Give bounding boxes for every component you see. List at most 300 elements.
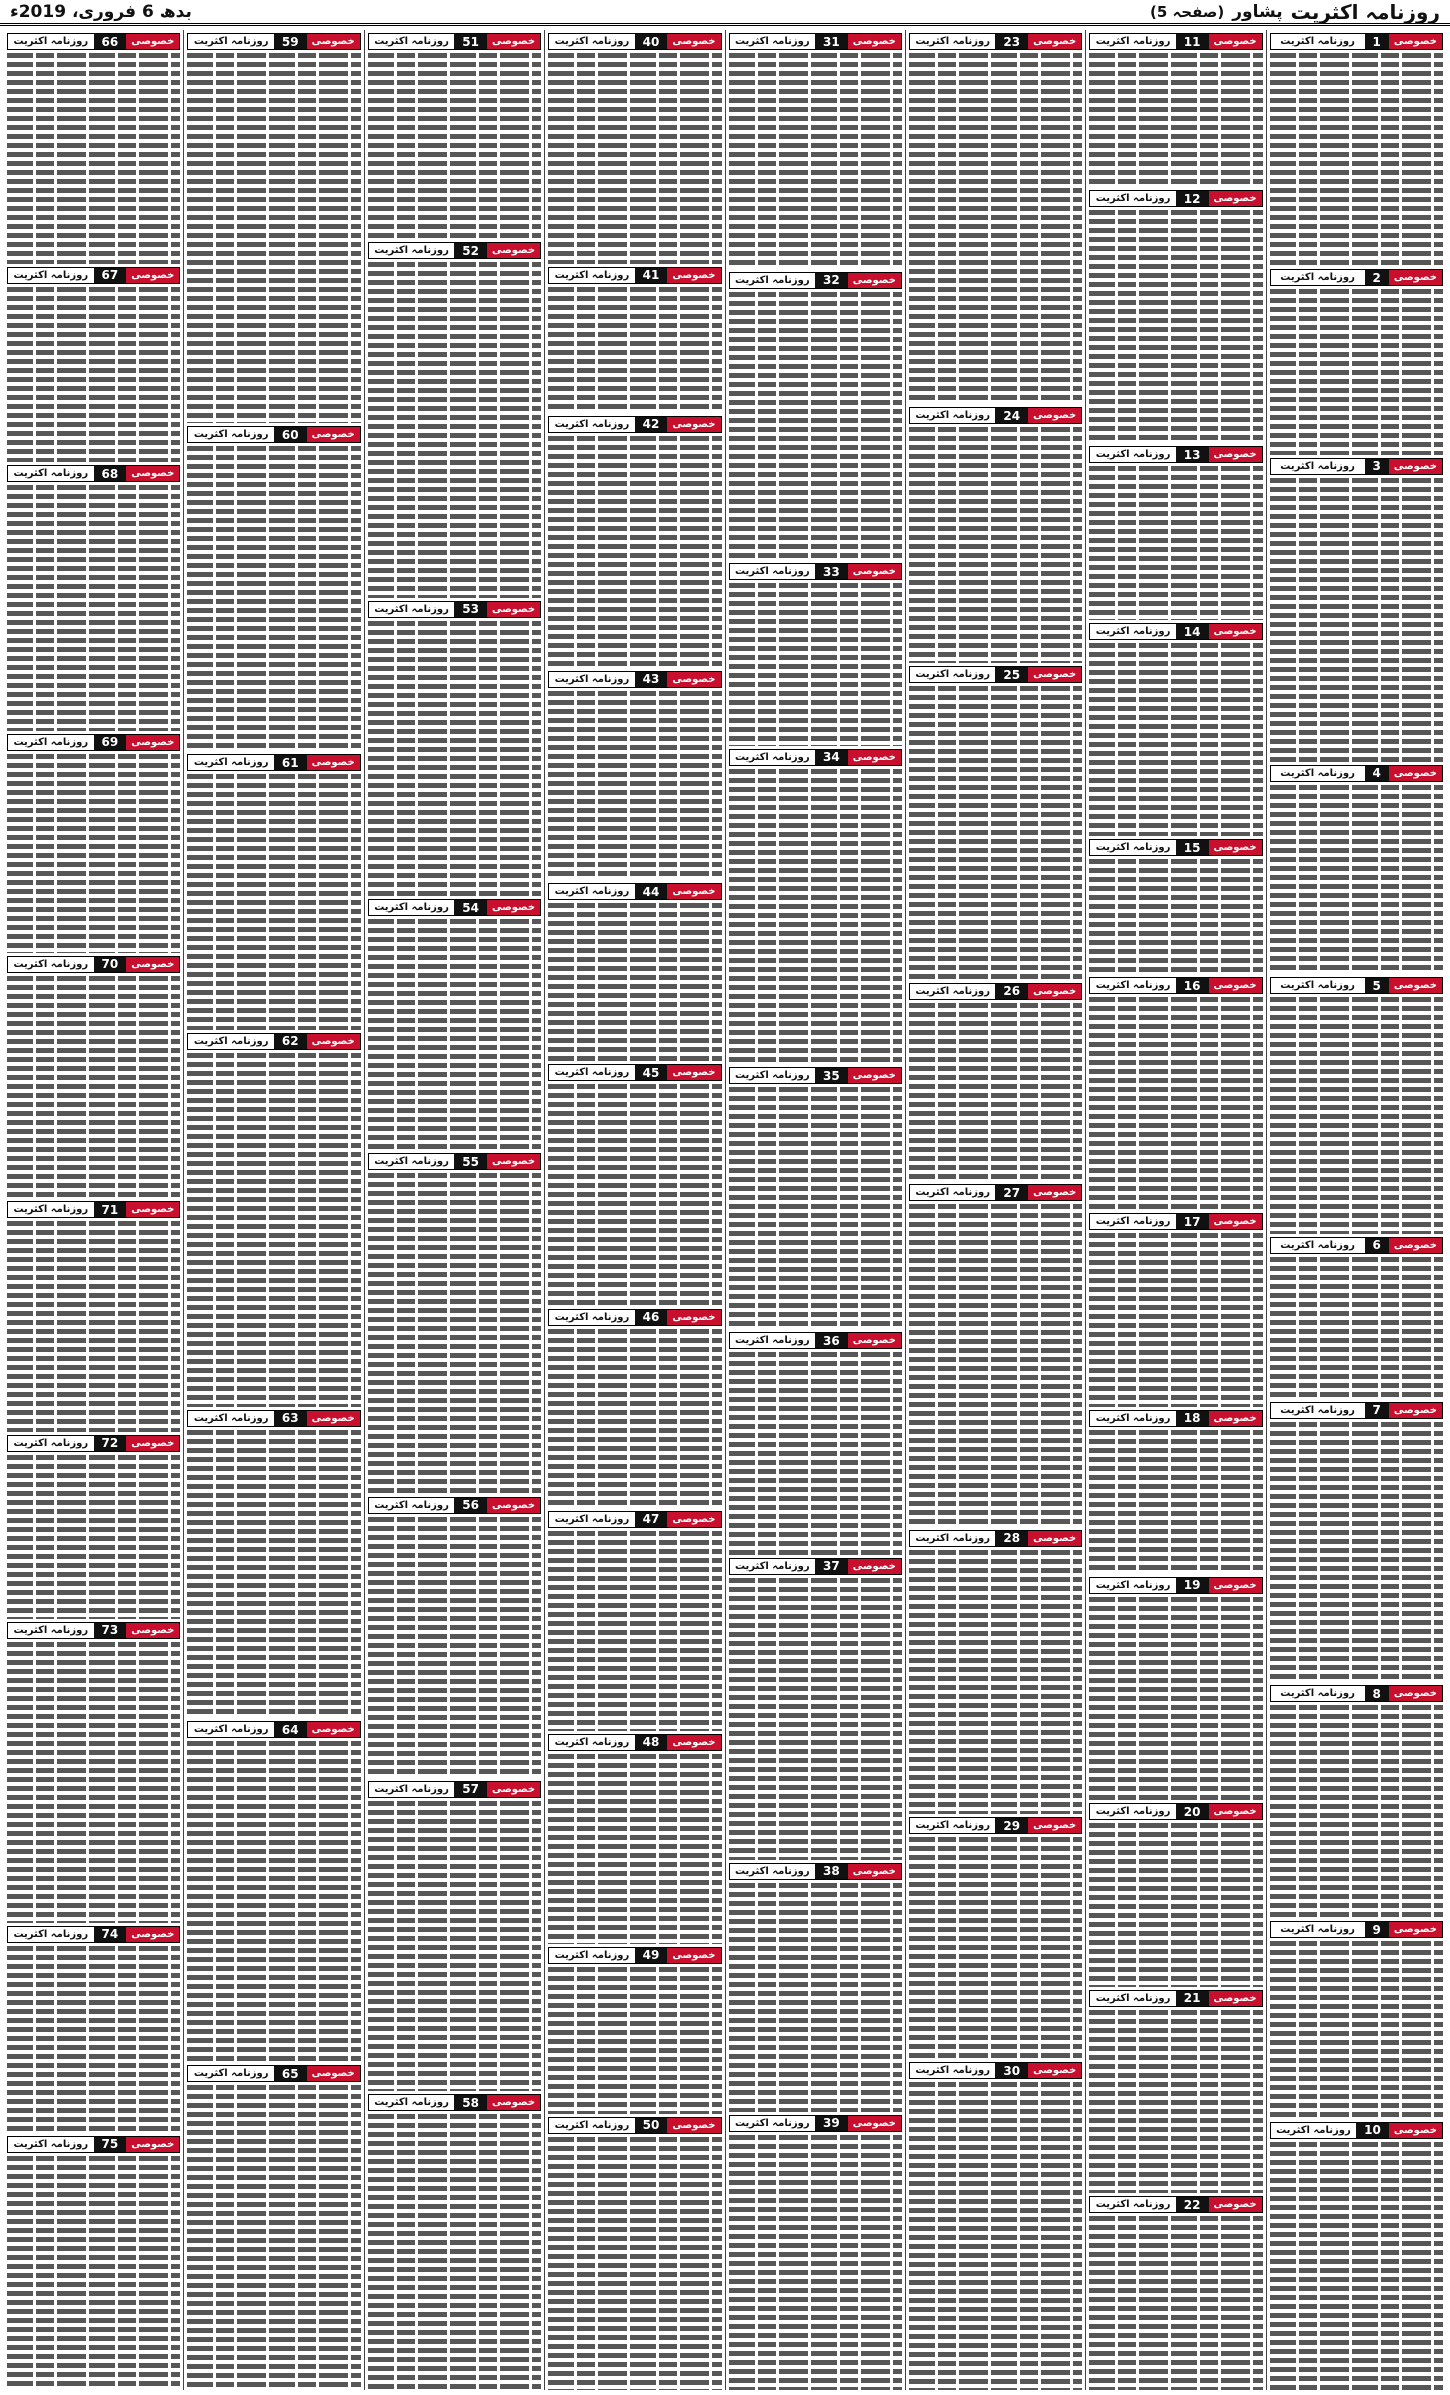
- news-item-number: 13: [1176, 447, 1209, 462]
- exclusive-label: خصوصی: [667, 884, 720, 899]
- news-item: [909, 30, 1082, 404]
- news-item: [729, 1555, 902, 1860]
- news-item-number: 60: [274, 427, 307, 442]
- news-body-text: [1089, 2010, 1262, 2194]
- news-item-number: 68: [94, 466, 127, 481]
- exclusive-label: خصوصی: [1028, 408, 1081, 423]
- paper-label: روزنامہ اکثریت: [8, 466, 94, 481]
- news-item-number: 10: [1356, 2123, 1389, 2138]
- exclusive-label: خصوصی: [487, 1782, 540, 1797]
- news-body-text: [1270, 1941, 1443, 2119]
- news-column: [544, 30, 724, 2390]
- paper-label: روزنامہ اکثریت: [188, 1034, 274, 1049]
- paper-label: روزنامہ اکثریت: [549, 1735, 635, 1750]
- news-item: [1089, 620, 1262, 836]
- exclusive-label: خصوصی: [1209, 624, 1262, 639]
- news-item-number: 58: [454, 2095, 487, 2110]
- news-item-number: 46: [635, 1310, 668, 1325]
- exclusive-label: خصوصی: [1209, 840, 1262, 855]
- news-item-number: 74: [94, 1927, 127, 1942]
- exclusive-label: خصوصی: [1209, 978, 1262, 993]
- news-item-tag: [548, 2117, 721, 2134]
- news-item: [368, 30, 541, 239]
- news-item: [368, 1494, 541, 1778]
- news-body-text: [548, 1329, 721, 1508]
- news-item: [1089, 30, 1262, 187]
- news-body-text: [548, 1754, 721, 1944]
- paper-label: روزنامہ اکثریت: [1090, 2197, 1176, 2212]
- news-item-number: 51: [454, 34, 487, 49]
- exclusive-label: خصوصی: [848, 34, 901, 49]
- paper-label: روزنامہ اکثریت: [549, 268, 635, 283]
- news-item-tag: [909, 1530, 1082, 1547]
- news-item: [187, 1030, 360, 1407]
- news-item-tag: [1270, 458, 1443, 475]
- news-item: [909, 1181, 1082, 1526]
- news-item-tag: [548, 267, 721, 284]
- exclusive-label: خصوصی: [667, 672, 720, 687]
- news-item: [187, 1718, 360, 2062]
- news-item: [7, 1619, 180, 1923]
- news-item-tag: [1089, 839, 1262, 856]
- news-item-tag: [368, 33, 541, 50]
- news-item: [1089, 443, 1262, 620]
- exclusive-label: خصوصی: [307, 1722, 360, 1737]
- news-item: [7, 1432, 180, 1619]
- news-body-text: [729, 1352, 902, 1554]
- news-item: [548, 1731, 721, 1944]
- news-body-text: [368, 262, 541, 597]
- news-item-number: 75: [94, 2137, 127, 2152]
- exclusive-label: خصوصی: [1389, 978, 1442, 993]
- paper-label: روزنامہ اکثریت: [8, 735, 94, 750]
- news-body-text: [1089, 997, 1262, 1210]
- news-item: [729, 746, 902, 1064]
- news-item-number: 24: [995, 408, 1028, 423]
- news-body-text: [909, 2082, 1082, 2390]
- paper-label: روزنامہ اکثریت: [8, 1927, 94, 1942]
- paper-label: روزنامہ اکثریت: [8, 1436, 94, 1451]
- paper-label: روزنامہ اکثریت: [188, 1411, 274, 1426]
- news-item: [1089, 1800, 1262, 1987]
- news-body-text: [548, 903, 721, 1061]
- exclusive-label: خصوصی: [1389, 1403, 1442, 1418]
- news-item-tag: [1089, 190, 1262, 207]
- news-item: [368, 1150, 541, 1494]
- news-item-number: 42: [635, 417, 668, 432]
- news-item-tag: [909, 1817, 1082, 1834]
- news-item: [1270, 1399, 1443, 1682]
- news-item: [909, 2059, 1082, 2390]
- exclusive-label: خصوصی: [126, 268, 179, 283]
- news-body-text: [1089, 1430, 1262, 1574]
- news-item-number: 64: [274, 1722, 307, 1737]
- news-item-number: 8: [1365, 1686, 1389, 1701]
- paper-label: روزنامہ اکثریت: [1090, 840, 1176, 855]
- paper-label: روزنامہ اکثریت: [910, 408, 996, 423]
- paper-label: روزنامہ اکثریت: [549, 1512, 635, 1527]
- paper-city: پشاور: [1232, 1, 1283, 22]
- exclusive-label: خصوصی: [126, 2137, 179, 2152]
- paper-label: روزنامہ اکثریت: [369, 243, 455, 258]
- news-item-number: 4: [1365, 766, 1389, 781]
- news-item-tag: [909, 407, 1082, 424]
- exclusive-label: خصوصی: [667, 417, 720, 432]
- news-item-number: 52: [454, 243, 487, 258]
- news-body-text: [729, 1883, 902, 2112]
- news-item-tag: [729, 563, 902, 580]
- exclusive-label: خصوصی: [848, 1333, 901, 1348]
- news-body-text: [187, 774, 360, 1030]
- news-item-tag: [729, 749, 902, 766]
- news-item: [548, 880, 721, 1061]
- paper-label: روزنامہ اکثریت: [1271, 766, 1365, 781]
- news-body-text: [548, 287, 721, 413]
- news-body-text: [1270, 997, 1443, 1234]
- news-item-tag: [909, 983, 1082, 1000]
- news-body-text: [909, 686, 1082, 980]
- news-item-tag: [729, 33, 902, 50]
- news-item-number: 53: [454, 602, 487, 617]
- news-item: [7, 731, 180, 953]
- news-body-text: [368, 2114, 541, 2390]
- exclusive-label: خصوصی: [1209, 447, 1262, 462]
- paper-label: روزنامہ اکثریت: [369, 900, 455, 915]
- news-item-tag: [187, 426, 360, 443]
- news-item-number: 21: [1176, 1991, 1209, 2006]
- news-body-text: [909, 1837, 1082, 2059]
- news-item-tag: [548, 1064, 721, 1081]
- news-body-text: [729, 53, 902, 269]
- news-body-text: [187, 1741, 360, 2062]
- news-item-tag: [368, 601, 541, 618]
- exclusive-label: خصوصی: [307, 755, 360, 770]
- news-item-number: 65: [274, 2066, 307, 2081]
- news-item-number: 71: [94, 1202, 127, 1217]
- news-item-tag: [7, 734, 180, 751]
- news-item-tag: [548, 1309, 721, 1326]
- news-item: [909, 1814, 1082, 2059]
- paper-label: روزنامہ اکثریت: [549, 884, 635, 899]
- paper-label: روزنامہ اکثریت: [369, 2095, 455, 2110]
- news-item: [1270, 1918, 1443, 2119]
- news-body-text: [909, 427, 1082, 663]
- news-item-tag: [909, 1184, 1082, 1201]
- exclusive-label: خصوصی: [487, 900, 540, 915]
- news-item-number: 26: [995, 984, 1028, 999]
- news-body-text: [1089, 1597, 1262, 1800]
- news-item: [729, 1329, 902, 1554]
- news-item: [1089, 187, 1262, 443]
- news-item-number: 11: [1176, 34, 1209, 49]
- paper-label: روزنامہ اکثریت: [8, 1623, 94, 1638]
- news-item: [7, 953, 180, 1198]
- exclusive-label: خصوصی: [126, 34, 179, 49]
- news-item-tag: [368, 242, 541, 259]
- paper-label: روزنامہ اکثریت: [369, 34, 455, 49]
- news-item-number: 32: [815, 273, 848, 288]
- paper-label: روزنامہ اکثریت: [910, 667, 996, 682]
- news-body-text: [729, 1087, 902, 1329]
- news-body-text: [368, 919, 541, 1150]
- paper-label: روزنامہ اکثریت: [549, 1310, 635, 1325]
- paper-label: روزنامہ اکثریت: [549, 1065, 635, 1080]
- news-item: [1089, 1407, 1262, 1574]
- paper-label: روزنامہ اکثریت: [1271, 1403, 1365, 1418]
- news-body-text: [187, 53, 360, 423]
- exclusive-label: خصوصی: [1028, 1818, 1081, 1833]
- exclusive-label: خصوصی: [126, 735, 179, 750]
- news-body-text: [548, 436, 721, 668]
- paper-label: روزنامہ اکثریت: [730, 273, 816, 288]
- news-item-number: 12: [1176, 191, 1209, 206]
- news-item: [1089, 1210, 1262, 1407]
- news-body-text: [7, 754, 180, 953]
- news-body-text: [548, 1084, 721, 1306]
- news-body-text: [368, 53, 541, 239]
- news-item: [1270, 1682, 1443, 1918]
- news-body-text: [187, 1053, 360, 1407]
- news-item: [548, 1508, 721, 1731]
- news-item-tag: [7, 956, 180, 973]
- news-item: [548, 30, 721, 264]
- news-item: [1270, 2119, 1443, 2390]
- news-item-tag: [1270, 1237, 1443, 1254]
- exclusive-label: خصوصی: [307, 34, 360, 49]
- paper-label: روزنامہ اکثریت: [369, 1154, 455, 1169]
- news-item-number: 43: [635, 672, 668, 687]
- news-item-tag: [729, 1067, 902, 1084]
- news-body-text: [1270, 2142, 1443, 2390]
- paper-label: روزنامہ اکثریت: [910, 1818, 996, 1833]
- exclusive-label: خصوصی: [667, 1948, 720, 1963]
- news-item: [368, 598, 541, 897]
- paper-label: روزنامہ اکثریت: [1271, 2123, 1357, 2138]
- paper-label: روزنامہ اکثریت: [1271, 34, 1365, 49]
- news-item: [548, 1061, 721, 1306]
- news-body-text: [1089, 2216, 1262, 2390]
- exclusive-label: خصوصی: [1209, 191, 1262, 206]
- exclusive-label: خصوصی: [1209, 2197, 1262, 2212]
- news-item: [909, 663, 1082, 980]
- paper-label: روزنامہ اکثریت: [188, 427, 274, 442]
- news-item-tag: [1089, 1990, 1262, 2007]
- news-item-tag: [1270, 33, 1443, 50]
- exclusive-label: خصوصی: [1028, 1531, 1081, 1546]
- news-item: [548, 413, 721, 668]
- news-column: [183, 30, 363, 2390]
- exclusive-label: خصوصی: [307, 2066, 360, 2081]
- news-item: [368, 2091, 541, 2390]
- news-body-text: [368, 621, 541, 897]
- news-item-tag: [729, 1332, 902, 1349]
- news-body-text: [187, 2085, 360, 2390]
- news-item-number: 31: [815, 34, 848, 49]
- exclusive-label: خصوصی: [126, 1927, 179, 1942]
- news-item-tag: [1089, 977, 1262, 994]
- news-item: [729, 1860, 902, 2112]
- paper-label: روزنامہ اکثریت: [549, 672, 635, 687]
- exclusive-label: خصوصی: [307, 427, 360, 442]
- news-item-number: 67: [94, 268, 127, 283]
- exclusive-label: خصوصی: [1389, 459, 1442, 474]
- exclusive-label: خصوصی: [1389, 34, 1442, 49]
- news-item: [368, 896, 541, 1150]
- exclusive-label: خصوصی: [1028, 2063, 1081, 2078]
- news-item-number: 28: [995, 1531, 1028, 1546]
- news-item: [729, 30, 902, 269]
- news-body-text: [7, 976, 180, 1198]
- news-column: [1085, 30, 1265, 2390]
- exclusive-label: خصوصی: [848, 273, 901, 288]
- news-item-number: 45: [635, 1065, 668, 1080]
- news-body-text: [7, 53, 180, 264]
- paper-label: روزنامہ اکثریت: [1090, 978, 1176, 993]
- news-item-tag: [1270, 1685, 1443, 1702]
- news-item-number: 44: [635, 884, 668, 899]
- news-item: [368, 1778, 541, 2092]
- news-item-tag: [548, 883, 721, 900]
- news-body-text: [909, 1550, 1082, 1815]
- exclusive-label: خصوصی: [848, 2116, 901, 2131]
- news-body-text: [729, 583, 902, 746]
- news-item-number: 19: [1176, 1578, 1209, 1593]
- news-item-number: 69: [94, 735, 127, 750]
- exclusive-label: خصوصی: [1389, 270, 1442, 285]
- news-item-number: 72: [94, 1436, 127, 1451]
- news-body-text: [1270, 785, 1443, 974]
- paper-label: روزنامہ اکثریت: [1271, 1922, 1365, 1937]
- news-item-tag: [368, 1781, 541, 1798]
- news-body-text: [548, 2137, 721, 2390]
- exclusive-label: خصوصی: [126, 466, 179, 481]
- paper-label: روزنامہ اکثریت: [730, 2116, 816, 2131]
- news-body-text: [1270, 289, 1443, 455]
- news-item: [1270, 455, 1443, 762]
- paper-label: روزنامہ اکثریت: [188, 34, 274, 49]
- news-item-tag: [187, 1033, 360, 1050]
- news-item-number: 48: [635, 1735, 668, 1750]
- news-item-tag: [1270, 1402, 1443, 1419]
- exclusive-label: خصوصی: [1209, 1214, 1262, 1229]
- paper-label: روزنامہ اکثریت: [910, 984, 996, 999]
- news-item: [7, 2133, 180, 2390]
- news-body-text: [7, 1946, 180, 2133]
- exclusive-label: خصوصی: [667, 1512, 720, 1527]
- news-body-text: [1270, 1257, 1443, 1399]
- news-column: [905, 30, 1085, 2390]
- news-body-text: [187, 1430, 360, 1718]
- news-item: [187, 1407, 360, 1718]
- news-body-text: [368, 1173, 541, 1494]
- news-item-tag: [548, 1734, 721, 1751]
- news-item-tag: [1089, 1803, 1262, 1820]
- paper-label: روزنامہ اکثریت: [8, 34, 94, 49]
- news-item-tag: [7, 267, 180, 284]
- exclusive-label: خصوصی: [1209, 1804, 1262, 1819]
- news-item: [1089, 974, 1262, 1210]
- news-body-text: [7, 485, 180, 731]
- exclusive-label: خصوصی: [487, 34, 540, 49]
- news-item-number: 15: [1176, 840, 1209, 855]
- news-item: [7, 1198, 180, 1432]
- exclusive-label: خصوصی: [1209, 1991, 1262, 2006]
- news-item-tag: [729, 1863, 902, 1880]
- news-item: [1270, 974, 1443, 1234]
- paper-label: روزنامہ اکثریت: [8, 1202, 94, 1217]
- exclusive-label: خصوصی: [1209, 1411, 1262, 1426]
- paper-label: روزنامہ اکثریت: [1090, 1804, 1176, 1819]
- paper-label: روزنامہ اکثریت: [1271, 459, 1365, 474]
- news-body-text: [729, 292, 902, 561]
- paper-label: روزنامہ اکثریت: [369, 602, 455, 617]
- news-item-number: 30: [995, 2063, 1028, 2078]
- issue-date: بدھ 6 فروری، 2019ء: [10, 1, 192, 22]
- news-item-tag: [548, 416, 721, 433]
- paper-label: روزنامہ اکثریت: [730, 564, 816, 579]
- exclusive-label: خصوصی: [307, 1034, 360, 1049]
- news-body-text: [548, 53, 721, 264]
- news-item-number: 50: [635, 2118, 668, 2133]
- news-column: [1266, 30, 1446, 2390]
- news-item-number: 56: [454, 1498, 487, 1513]
- news-item-number: 33: [815, 564, 848, 579]
- paper-label: روزنامہ اکثریت: [730, 750, 816, 765]
- news-body-text: [1089, 859, 1262, 974]
- paper-label: روزنامہ اکثریت: [1271, 978, 1365, 993]
- paper-label: روزنامہ اکثریت: [910, 2063, 996, 2078]
- exclusive-label: خصوصی: [667, 1735, 720, 1750]
- exclusive-label: خصوصی: [848, 1864, 901, 1879]
- exclusive-label: خصوصی: [1028, 984, 1081, 999]
- news-item-tag: [7, 465, 180, 482]
- paper-label: روزنامہ اکثریت: [730, 1559, 816, 1574]
- news-item-tag: [909, 2062, 1082, 2079]
- news-item: [548, 1944, 721, 2114]
- news-body-text: [7, 1221, 180, 1432]
- news-item-tag: [548, 33, 721, 50]
- news-item-number: 59: [274, 34, 307, 49]
- news-item-tag: [729, 2115, 902, 2132]
- news-item: [729, 560, 902, 746]
- news-body-text: [7, 1642, 180, 1923]
- news-item-number: 9: [1365, 1922, 1389, 1937]
- news-columns: [4, 30, 1446, 2390]
- news-item-tag: [187, 33, 360, 50]
- paper-label: روزنامہ اکثریت: [910, 1531, 996, 1546]
- news-item-tag: [1270, 1921, 1443, 1938]
- news-item-tag: [187, 754, 360, 771]
- news-item-number: 47: [635, 1512, 668, 1527]
- news-item-number: 29: [995, 1818, 1028, 1833]
- news-item-number: 40: [635, 34, 668, 49]
- news-item-number: 34: [815, 750, 848, 765]
- news-item-tag: [1089, 446, 1262, 463]
- exclusive-label: خصوصی: [848, 564, 901, 579]
- news-body-text: [1089, 643, 1262, 836]
- news-body-text: [1089, 53, 1262, 187]
- exclusive-label: خصوصی: [1209, 1578, 1262, 1593]
- news-item: [187, 30, 360, 423]
- exclusive-label: خصوصی: [126, 1202, 179, 1217]
- news-item-number: 54: [454, 900, 487, 915]
- paper-name: روزنامہ اکثریت: [1290, 0, 1440, 24]
- exclusive-label: خصوصی: [848, 1068, 901, 1083]
- exclusive-label: خصوصی: [667, 34, 720, 49]
- exclusive-label: خصوصی: [307, 1411, 360, 1426]
- paper-label: روزنامہ اکثریت: [8, 957, 94, 972]
- news-item-number: 6: [1365, 1238, 1389, 1253]
